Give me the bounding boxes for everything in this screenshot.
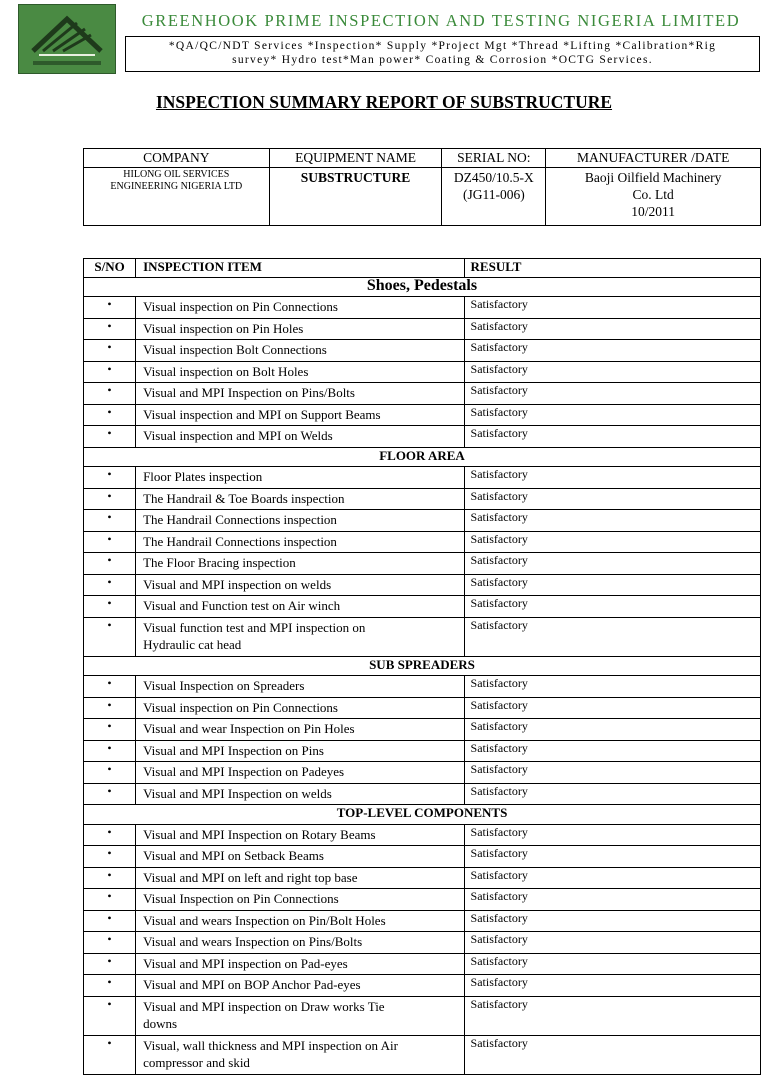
inspection-item-text: Visual and wear Inspection on Pin Holes — [143, 721, 355, 736]
table-row — [84, 510, 761, 532]
company-name: GREENHOOK PRIME INSPECTION AND TESTING NIGERIA LIMITED — [141, 11, 741, 30]
bullet-icon: • — [84, 340, 136, 362]
bullet-icon: • — [84, 953, 136, 975]
inspection-item — [136, 889, 464, 911]
bullet-icon: • — [84, 676, 136, 698]
inspection-item-text: Floor Plates inspection — [143, 469, 263, 484]
inspection-item-text: The Handrail Connections inspection — [143, 533, 337, 549]
inspection-item-text: Visual inspection and MPI on Welds — [143, 428, 333, 443]
bullet-icon: • — [84, 596, 136, 618]
result-value: Satisfactory — [464, 824, 760, 846]
inspection-item — [136, 1035, 464, 1074]
inspection-item — [136, 404, 464, 426]
result-value: Satisfactory — [464, 318, 760, 340]
bullet-icon: • — [84, 574, 136, 596]
bullet-icon: • — [84, 426, 136, 448]
inspection-item-text: The Handrail & Toe Boards inspection — [143, 490, 345, 506]
result-value: Satisfactory — [464, 340, 760, 362]
bullet-icon: • — [84, 404, 136, 426]
header-inspection-item: INSPECTION ITEM — [136, 259, 464, 278]
inspection-item — [136, 531, 464, 553]
inspection-item-text: Visual and MPI inspection on Draw works Tie — [143, 998, 385, 1014]
company-value — [84, 168, 270, 226]
bullet-icon: • — [84, 467, 136, 489]
inspection-item-text: Visual and MPI inspection on welds — [143, 576, 332, 592]
result-value: Satisfactory — [464, 361, 760, 383]
inspection-item — [136, 975, 464, 997]
inspection-item-text: Visual inspection and MPI on Support Beams — [143, 406, 381, 422]
table-row — [84, 596, 761, 618]
inspection-item-text: Visual and MPI on left and right top base — [143, 869, 358, 885]
inspection-item-text: Visual Inspection on Pin Connections — [143, 891, 339, 906]
result-value: Satisfactory — [464, 846, 760, 868]
bullet-icon: • — [84, 531, 136, 553]
bullet-icon: • — [84, 1035, 136, 1074]
result-value: Satisfactory — [464, 531, 760, 553]
table-row — [84, 932, 761, 954]
serial-value — [442, 168, 546, 226]
table-row — [84, 740, 761, 762]
result-value: Satisfactory — [464, 676, 760, 698]
result-value: Satisfactory — [464, 426, 760, 448]
manufacturer-line-1: Baoji Oilfield Machinery — [584, 170, 722, 185]
table-row — [84, 996, 761, 1035]
inspection-item — [136, 932, 464, 954]
inspection-item-text: Visual and MPI Inspection on Pins/Bolts — [143, 385, 355, 400]
result-value: Satisfactory — [464, 953, 760, 975]
table-row — [84, 867, 761, 889]
result-value: Satisfactory — [464, 996, 760, 1035]
company-line-1: HILONG OIL SERVICES — [123, 169, 230, 180]
inspection-item-text: Visual inspection on Pin Connections — [143, 299, 338, 314]
result-value: Satisfactory — [464, 510, 760, 532]
inspection-item — [136, 553, 464, 575]
bullet-icon: • — [84, 824, 136, 846]
table-row — [84, 975, 761, 997]
inspection-item — [136, 510, 464, 532]
table-row — [84, 617, 761, 656]
bullet-icon: • — [84, 697, 136, 719]
bullet-icon: • — [84, 488, 136, 510]
inspection-item — [136, 361, 464, 383]
hook-logo-icon — [19, 5, 115, 73]
company-line-2: ENGINEERING NIGERIA LTD — [110, 181, 243, 192]
info-header-row — [84, 149, 761, 168]
table-row — [84, 531, 761, 553]
result-value: Satisfactory — [464, 975, 760, 997]
result-value: Satisfactory — [464, 889, 760, 911]
header-company: COMPANY — [84, 149, 270, 168]
header-result: RESULT — [464, 259, 760, 278]
inspection-item — [136, 297, 464, 319]
manufacturer-date: 10/2011 — [631, 204, 676, 219]
table-row — [84, 488, 761, 510]
inspection-item — [136, 617, 464, 656]
inspection-item — [136, 719, 464, 741]
inspection-item — [136, 467, 464, 489]
services-line-2: survey* Hydro test*Man power* Coating & Corrosion *OCTG Services. — [232, 54, 653, 66]
manufacturer-value — [546, 168, 761, 226]
inspection-item — [136, 340, 464, 362]
bullet-icon: • — [84, 846, 136, 868]
bullet-icon: • — [84, 975, 136, 997]
result-value: Satisfactory — [464, 617, 760, 656]
table-row — [84, 297, 761, 319]
inspection-item-text: The Handrail Connections inspection — [143, 512, 337, 527]
inspection-item-text: Visual and Function test on Air winch — [143, 598, 341, 613]
report-title: INSPECTION SUMMARY REPORT OF SUBSTRUCTURE — [155, 92, 613, 112]
result-value: Satisfactory — [464, 488, 760, 510]
result-value: Satisfactory — [464, 910, 760, 932]
table-row — [84, 426, 761, 448]
result-value: Satisfactory — [464, 404, 760, 426]
result-value: Satisfactory — [464, 740, 760, 762]
inspection-item-text: Visual and MPI on Setback Beams — [143, 848, 324, 863]
inspection-item-text-cont: compressor and skid — [143, 1054, 250, 1070]
table-row — [84, 697, 761, 719]
table-row — [84, 910, 761, 932]
table-row — [84, 719, 761, 741]
result-value: Satisfactory — [464, 1035, 760, 1074]
bullet-icon: • — [84, 910, 136, 932]
bullet-icon: • — [84, 740, 136, 762]
table-row — [84, 340, 761, 362]
bullet-icon: • — [84, 553, 136, 575]
bullet-icon: • — [84, 762, 136, 784]
inspection-item-text: Visual inspection on Pin Connections — [143, 699, 338, 715]
inspection-item-text: Visual and MPI inspection on Pad-eyes — [143, 955, 348, 971]
inspection-item — [136, 426, 464, 448]
info-value-row — [84, 168, 761, 226]
serial-line-1: DZ450/10.5-X — [453, 170, 534, 185]
section-row — [84, 447, 761, 467]
table-row — [84, 783, 761, 805]
table-row — [84, 762, 761, 784]
inspection-item — [136, 740, 464, 762]
table-row — [84, 383, 761, 405]
header-sno: S/NO — [84, 259, 136, 278]
inspection-item — [136, 762, 464, 784]
inspection-header-row — [84, 259, 761, 278]
table-row — [84, 824, 761, 846]
inspection-item-text: The Floor Bracing inspection — [143, 555, 296, 570]
bullet-icon: • — [84, 867, 136, 889]
table-row — [84, 361, 761, 383]
header-equipment-name: EQUIPMENT NAME — [269, 149, 442, 168]
section-row — [84, 805, 761, 825]
section-row — [84, 656, 761, 676]
result-value: Satisfactory — [464, 383, 760, 405]
result-value: Satisfactory — [464, 697, 760, 719]
bullet-icon: • — [84, 510, 136, 532]
inspection-item — [136, 953, 464, 975]
table-row — [84, 553, 761, 575]
inspection-item-text: Visual and MPI Inspection on Padeyes — [143, 764, 345, 779]
inspection-item-text: Visual Inspection on Spreaders — [143, 678, 305, 693]
inspection-item — [136, 697, 464, 719]
result-value: Satisfactory — [464, 467, 760, 489]
bullet-icon: • — [84, 297, 136, 319]
inspection-item-text-cont: Hydraulic cat head — [143, 636, 242, 652]
bullet-icon: • — [84, 996, 136, 1035]
serial-line-2: (JG11-006) — [462, 187, 525, 202]
table-row — [84, 404, 761, 426]
bullet-icon: • — [84, 719, 136, 741]
result-value: Satisfactory — [464, 553, 760, 575]
result-value: Satisfactory — [464, 596, 760, 618]
inspection-item-text: Visual and wears Inspection on Pin/Bolt Holes — [143, 912, 386, 928]
result-value: Satisfactory — [464, 574, 760, 596]
table-row — [84, 676, 761, 698]
inspection-item — [136, 676, 464, 698]
inspection-item-text-cont: downs — [143, 1015, 178, 1031]
table-row — [84, 467, 761, 489]
company-logo — [18, 4, 116, 74]
table-row — [84, 953, 761, 975]
bullet-icon: • — [84, 932, 136, 954]
inspection-item — [136, 846, 464, 868]
equipment-info-table — [83, 148, 761, 226]
table-row — [84, 318, 761, 340]
result-value: Satisfactory — [464, 762, 760, 784]
result-value: Satisfactory — [464, 932, 760, 954]
inspection-item — [136, 783, 464, 805]
inspection-item — [136, 383, 464, 405]
header-manufacturer-date: MANUFACTURER /DATE — [546, 149, 761, 168]
inspection-item-text: Visual inspection on Pin Holes — [143, 320, 304, 336]
bullet-icon: • — [84, 617, 136, 656]
inspection-item — [136, 867, 464, 889]
manufacturer-line-2: Co. Ltd — [632, 187, 674, 202]
section-title: Shoes, Pedestals — [84, 278, 761, 297]
table-row — [84, 574, 761, 596]
bullet-icon: • — [84, 383, 136, 405]
section-title: FLOOR AREA — [84, 447, 761, 467]
bullet-icon: • — [84, 783, 136, 805]
table-row — [84, 889, 761, 911]
header-serial-no: SERIAL NO: — [442, 149, 546, 168]
section-row — [84, 278, 761, 297]
result-value: Satisfactory — [464, 867, 760, 889]
inspection-item-text: Visual inspection Bolt Connections — [143, 342, 327, 357]
inspection-item — [136, 488, 464, 510]
equipment-value: SUBSTRUCTURE — [269, 168, 442, 226]
inspection-item-text: Visual and MPI Inspection on Rotary Beams — [143, 826, 376, 842]
inspection-item-text: Visual and MPI Inspection on Pins — [143, 742, 324, 758]
inspection-item-text: Visual, wall thickness and MPI inspection on Air — [143, 1037, 398, 1053]
result-value: Satisfactory — [464, 783, 760, 805]
inspection-item — [136, 824, 464, 846]
inspection-item — [136, 318, 464, 340]
inspection-item-text: Visual and MPI Inspection on welds — [143, 785, 332, 801]
inspection-table — [83, 258, 761, 1075]
bullet-icon: • — [84, 318, 136, 340]
inspection-item — [136, 996, 464, 1035]
result-value: Satisfactory — [464, 297, 760, 319]
inspection-item-text: Visual and MPI on BOP Anchor Pad-eyes — [143, 977, 361, 992]
inspection-item — [136, 910, 464, 932]
bullet-icon: • — [84, 361, 136, 383]
section-title: SUB SPREADERS — [84, 656, 761, 676]
inspection-item-text: Visual function test and MPI inspection on — [143, 619, 366, 635]
services-box — [125, 36, 760, 72]
result-value: Satisfactory — [464, 719, 760, 741]
services-line-1: *QA/QC/NDT Services *Inspection* Supply *Project Mgt *Thread *Lifting *Calibration*Rig — [168, 40, 717, 52]
inspection-item — [136, 596, 464, 618]
inspection-item-text: Visual and wears Inspection on Pins/Bolts — [143, 934, 363, 949]
section-title: TOP-LEVEL COMPONENTS — [84, 805, 761, 825]
table-row — [84, 846, 761, 868]
inspection-item-text: Visual inspection on Bolt Holes — [143, 363, 309, 379]
bullet-icon: • — [84, 889, 136, 911]
inspection-item — [136, 574, 464, 596]
table-row — [84, 1035, 761, 1074]
